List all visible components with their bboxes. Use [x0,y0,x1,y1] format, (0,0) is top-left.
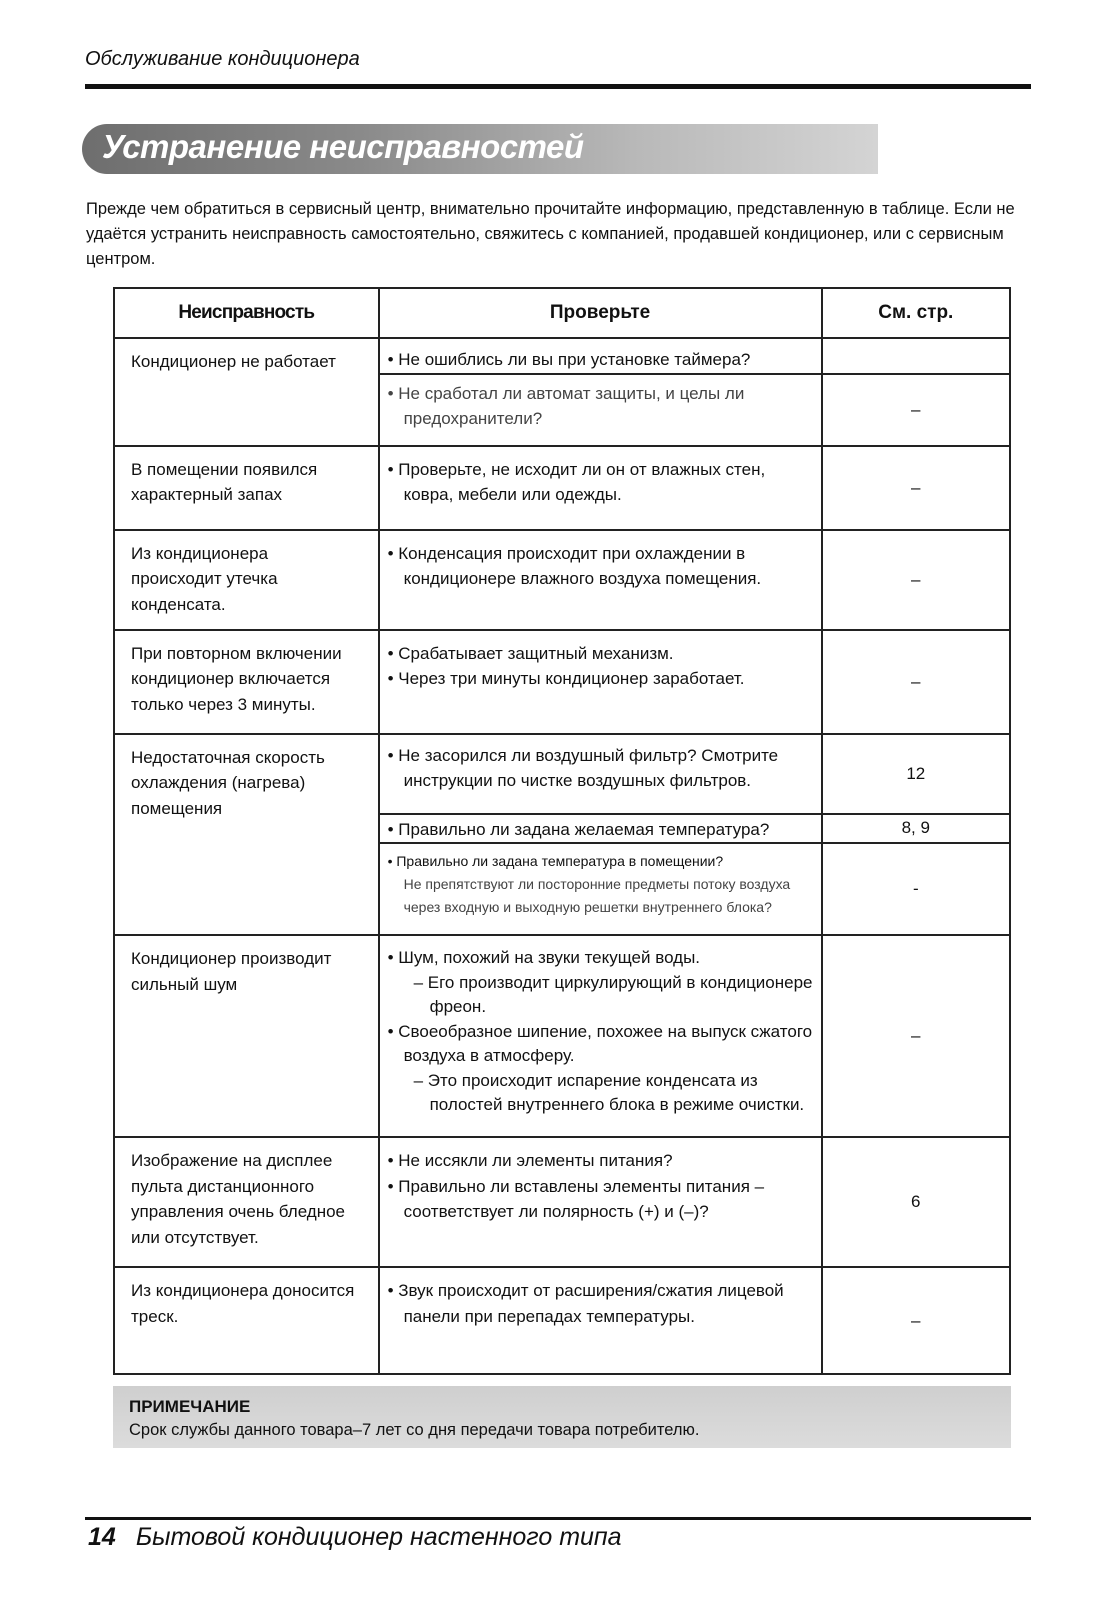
table-row [114,446,1010,530]
check-item: • Звук происходит от расширения/сжатия лицевой панели при перепадах температуры. [387,1281,784,1326]
top-rule [85,84,1031,89]
table-row [114,935,1010,1137]
check-cell [379,1267,822,1374]
check-cell [379,814,822,844]
problem-cell: Кондиционер производит сильный шум [114,935,379,1137]
check-cell [379,630,822,734]
problem-cell: Из кондиционера доносится треск. [114,1267,379,1374]
page-cell [822,338,1010,374]
check-item: • Не ошиблись ли вы при установке таймера? [387,350,751,369]
page-title: Устранение неисправностей [102,128,584,165]
note-title: ПРИМЕЧАНИЕ [129,1397,251,1416]
check-cell [379,1137,822,1267]
check-cell [379,446,822,530]
problem-cell: Изображение на дисплее пульта дистанционного управления очень бледное или отсутствует. [114,1137,379,1267]
check-item: • Правильно ли задана температура в помещении? [387,853,724,869]
page-cell: – [822,630,1010,734]
check-cell [379,734,822,814]
page-cell: 8, 9 [822,814,1010,844]
check-item: • Правильно ли вставлены элементы питания – соответствует ли полярность (+) и (–)? [387,1176,765,1221]
page-cell: - [822,843,1010,935]
page-cell: – [822,446,1010,530]
problem-cell: Кондиционер не работает [114,338,379,446]
check-item: • Шум, похожий на звуки текущей воды. [387,948,701,967]
note-box [113,1386,1011,1448]
table-header-row [114,288,1010,338]
problem-cell: Недостаточная скорость охлаждения (нагрева) помещения [114,734,379,936]
problem-cell: В помещении появился характерный запах [114,446,379,530]
page-cell: – [822,374,1010,446]
table-row [114,1267,1010,1374]
check-cell [379,374,822,446]
page-number: 14 [88,1523,116,1551]
header-page: См. стр. [822,288,1010,338]
footer [88,1523,622,1552]
check-item: • Через три минуты кондиционер заработает. [387,669,745,688]
page-cell: – [822,935,1010,1137]
check-subitem: – Это происходит испарение конденсата из полостей внутреннего блока в режиме очистки. [413,1070,805,1114]
bottom-rule [85,1517,1031,1520]
check-cell [379,935,822,1137]
header-check: Проверьте [379,288,822,338]
check-subitem: – Его производит циркулирующий в кондиционере фреон. [413,972,813,1016]
table-row [114,530,1010,630]
page-cell: – [822,1267,1010,1374]
page-cell: 12 [822,734,1010,814]
troubleshooting-table [113,287,1011,1375]
check-item: • Своеобразное шипение, похожее на выпуск сжатого воздуха в атмосферу. [387,1021,813,1065]
table-row [114,734,1010,814]
check-item: • Проверьте, не исходит ли он от влажных стен, ковра, мебели или одежды. [387,459,766,504]
table-row [114,630,1010,734]
note-text: Срок службы данного товара–7 лет со дня передачи товара потребителю. [129,1421,700,1439]
check-cell [379,530,822,630]
check-item: • Не засорился ли воздушный фильтр? Смотрите инструкции по чистке воздушных фильтров. [387,745,779,790]
table-row [114,338,1010,374]
check-item: • Не иссякли ли элементы питания? [387,1151,673,1170]
footer-text: Бытовой кондиционер настенного типа [135,1523,622,1551]
check-item: • Не сработал ли автомат защиты, и целы ли предохранители? [387,383,745,428]
page-cell: – [822,530,1010,630]
check-cell [379,843,822,935]
check-item: Не препятствуют ли посторонние предметы потоку воздуха через входную и выходную решетки внутреннего блока? [403,876,791,915]
table-row [114,1137,1010,1267]
check-item: • Срабатывает защитный механизм. [387,643,674,663]
check-cell [379,338,822,374]
check-item: • Правильно ли задана желаемая температура? [387,819,770,839]
section-header: Обслуживание кондиционера [85,48,360,70]
problem-cell: При повторном включении кондиционер включается только через 3 минуты. [114,630,379,734]
header-problem: Неисправность [114,288,379,338]
intro-paragraph: Прежде чем обратиться в сервисный центр, внимательно прочитайте информацию, представленную в таблице. Если не удаётся устранить неисправность самостоятельно, свяжитесь с компанией, продавшей кондиционер, или с сервисным центром. [86,200,1015,268]
problem-cell: Из кондиционера происходит утечка конденсата. [114,530,379,630]
check-item: • Конденсация происходит при охлаждении в кондиционере влажного воздуха помещения. [387,543,762,588]
page-cell: 6 [822,1137,1010,1267]
